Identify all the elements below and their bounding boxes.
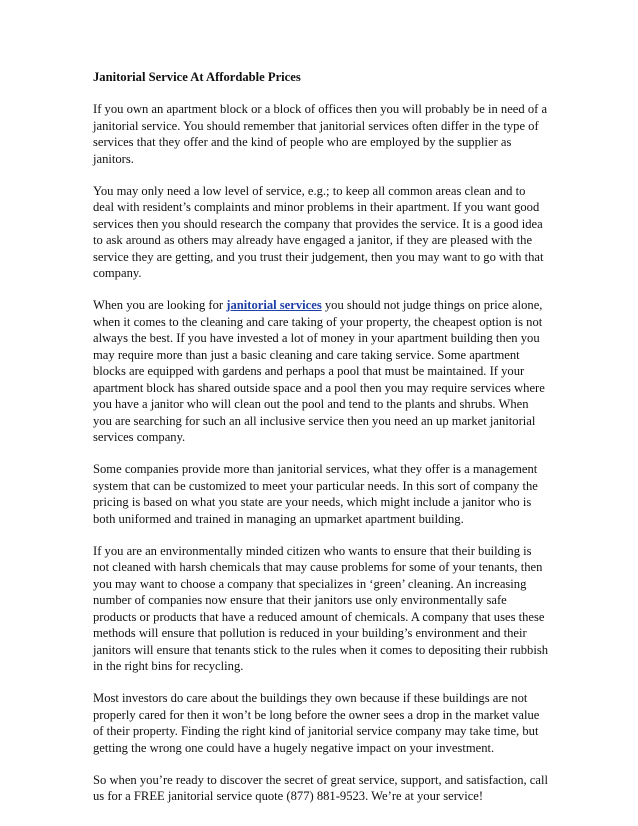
paragraph-intro: If you own an apartment block or a block of offices then you will probably be in need of a janitorial service. You should remember that janitorial services often differ in the type of services that they offer and the kind of people who are employed by the supplier as janitors.: [93, 102, 548, 166]
paragraph-green-cleaning: If you are an environmentally minded citizen who wants to ensure that their building is not cleaned with harsh chemicals that may cause problems for some of your tenants, then you may want to choose a company that specializes in ‘green’ cleaning. An increasing number of companies now ensure that their janitors use only environmentally safe products or products that have a reduced amount of chemicals. A company that uses these methods will ensure that pollution is reduced in your building’s environment and their janitors will ensure that tenants stick to the rules when it comes to depositing their rubbish in the right bins for recycling.: [93, 543, 549, 673]
paragraph-price-lead: When you are looking for: [93, 298, 227, 312]
paragraph-price: [93, 297, 549, 446]
paragraph-management: Some companies provide more than janitorial services, what they offer is a management system that can be customized to meet your particular needs. In this sort of company the pricing is based on what you state are your needs, which might include a janitor who is both uniformed and trained in managing an upmarket apartment building.: [93, 462, 538, 526]
document-title: Janitorial Service At Affordable Prices: [93, 70, 301, 84]
document-page: [93, 69, 549, 820]
paragraph-call-to-action: So when you’re ready to discover the secret of great service, support, and satisfaction, call us for a FREE janitorial service quote (877) 881-9523. We’re at your service!: [93, 772, 548, 803]
paragraph-service-level: You may only need a low level of service, e.g.; to keep all common areas clean and to deal with resident’s complaints and minor problems in their apartment. If you want good services then you should research the company that provides the service. It is a good idea to ask around as others may already have engaged a janitor, if they are pleased with the service they are getting, and you trust their judgement, then you may want to go with that company.: [93, 183, 544, 280]
janitorial-services-link[interactable]: janitorial services: [226, 298, 322, 312]
paragraph-investors: Most investors do care about the buildings they own because if these buildings are not properly cared for then it won’t be long before the owner sees a drop in the market value of their property. Finding the right kind of janitorial service company may take time, but getting the wrong one could have a hugely negative impact on your investment.: [93, 691, 540, 755]
paragraph-price-rest: you should not judge things on price alone, when it comes to the cleaning and care taking of your property, the cheapest option is not always the best. If you have invested a lot of money in your apartment building then you may require more than just a basic cleaning and care taking service. Some apartment blocks are equipped with gardens and perhaps a pool that must be maintained. If your apartment block has shared outside space and a pool then you may require services where you have a janitor who will clean out the pool and tend to the plants and shrubs. When you are searching for such an all inclusive service then you need an up market janitorial services company.: [93, 298, 545, 444]
